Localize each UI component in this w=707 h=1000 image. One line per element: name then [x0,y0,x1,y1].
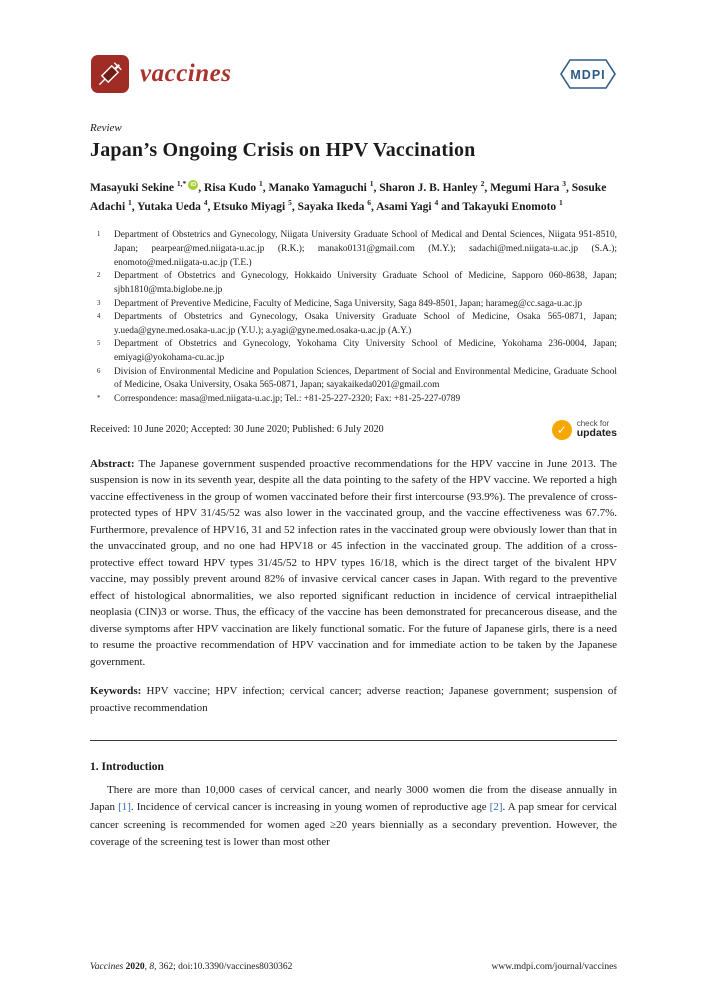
author-name: Sosuke Adachi $^1$ [90,181,607,214]
abstract [90,456,617,671]
journal-logo [90,54,231,94]
check-for-updates-badge[interactable] [552,420,617,440]
keywords-text: HPV vaccine; HPV infection; cervical cancer; adverse reaction; Japanese government; suspension of proactive recommendation [90,685,617,714]
section-divider [90,740,617,741]
affiliation-number: 1 [97,231,101,239]
author-separator: , [262,181,269,194]
author-name: Risa Kudo $^1$ [204,179,263,194]
author-name: Masayuki Sekine $^{1,*}$ [90,179,187,194]
history-dates: Received: 10 June 2020; Accepted: 30 June 2020; Published: 6 July 2020 [90,424,384,436]
affiliation-number: 5 [97,340,101,348]
journal-name: vaccines [140,60,232,87]
author-name: Asami Yagi $^4$ [376,198,439,214]
affiliation-item [97,311,617,338]
affiliation-number: 3 [97,299,101,307]
footer-citation-segment: , [144,962,150,972]
author-affiliation-sup: 6 [367,198,371,208]
abstract-label: Abstract: [90,457,135,470]
author-affiliation-sup: 1 [259,179,263,188]
citation-link[interactable]: [2] [489,801,503,814]
author-name: Yutaka Ueda $^4$ [137,198,208,214]
affiliation-text: Department of Obstetrics and Gynecology, Yokohama City University School of Medicine, Yokohama 236-0004, Japan; emiyagi@yokohama-cu.ac.jp [114,339,617,364]
affiliation-item [97,270,617,297]
svg-text:MDPI: MDPI [570,68,606,82]
author-name: Takayuki Enomoto $^1$ [462,198,563,214]
abstract-text: The Japanese government suspended proactive recommendations for the HPV vaccine in June 2013. The suspension is now in its seventh year, despite all the data pointing to the safety of the HPV vaccine. We reported a high vaccine effectiveness in the group of women vaccinated before their first intercourse (93.9%). The prevalence of cross-protected types of HPV 31/45/52 was also lower in the vaccinated group, and the vaccine effectiveness was 67.7%. Furthermore, prevalence of HPV16, 31 and 52 infection rates in the vaccinated group were obviously lower than that in the unvaccinated group, and no one had HPV18 or 45 infection in the vaccinated group. The addition of a cross-protective effect toward HPV types 31/45/52 to HPV types 16/18, which is the direct target of the bivalent HPV vaccine, may possibly prevent around 82% of invasive cervical cancer cases in Japan. With regard to the preventive effect of histological abnormalities, we also reported significant reduction in incidence of cervical intraepithelial neoplasia (CIN)3 or worse. Thus, the efficacy of the vaccine has been demonstrated for precancerous disease, and the diverse symptoms after HPV vaccination are likely functional somatic. For the future of Japanese girls, there is a need to resume the proactive recommendation of HPV vaccination and for immediate action to be taken by the Japanese government. [90,457,617,668]
paragraph-text: . A pap smear for cervical cancer screening is recommended for women aged ≥20 years biennially as a secondary prevention. However, the coverage of the screening test is lower than most other [90,801,617,848]
author-name: Etsuko Miyagi $^5$ [213,198,292,214]
author-affiliation-sup: 4 [434,198,439,208]
author-name: Sharon J. B. Hanley $^2$ [379,179,485,194]
footer-citation-segment: 2020 [123,962,145,972]
author-separator: , [207,201,214,214]
affiliation-item [97,338,617,365]
orcid-icon[interactable]: iD [188,180,198,190]
author-affiliation-sup: 1 [128,198,132,208]
paragraph-text: . Incidence of cervical cancer is increasing in young women of reproductive age [130,801,490,814]
footer-journal-url[interactable]: www.mdpi.com/journal/vaccines [491,962,617,972]
author-affiliation-sup: 1,* [176,179,187,188]
author-separator: , [484,181,491,194]
author-separator: , [291,201,298,214]
author-affiliation-sup: 1 [559,198,563,208]
footer-citation-segment: 8 [149,962,155,972]
vaccines-syringe-icon [90,54,130,94]
affiliation-item [97,366,617,393]
affiliation-number: * [97,394,101,402]
affiliation-text: Department of Obstetrics and Gynecology, Hokkaido University Graduate School of Medicine, Sapporo 060-8638, Japan; sjbh1810@mta.biglobe.ne.jp [114,271,617,295]
author-affiliation-sup: 4 [203,198,208,208]
dates-row [90,420,617,440]
check-icon: ✓ [552,420,572,440]
author-affiliation-sup: 1 [369,179,374,188]
check-for-updates-label: check for updates [576,418,617,440]
affiliation-item [97,393,617,407]
affiliation-item [97,229,617,270]
author-separator: , [131,201,138,214]
citation-link[interactable]: [1] [118,801,131,814]
footer-citation-segment: Vaccines [90,962,124,972]
masthead [90,52,617,96]
affiliation-number: 6 [97,367,101,375]
author-separator: and [438,201,463,214]
author-list [90,178,617,216]
author-name: Megumi Hara $^3$ [490,179,567,194]
keywords [90,683,617,716]
affiliation-item [97,298,617,312]
intro-paragraph [90,782,617,850]
affiliation-number: 4 [97,313,101,321]
author-name: Sayaka Ikeda $^6$ [297,198,371,214]
author-name: Manako Yamaguchi $^1$ [268,179,374,194]
affiliation-number: 2 [97,272,101,280]
keywords-label: Keywords: [90,685,142,698]
affiliation-list [90,229,617,406]
article-type: Review [90,122,122,134]
section-heading: 1. Introduction [90,761,164,774]
page-footer [90,962,617,972]
author-affiliation-sup: 5 [288,198,292,208]
author-separator: , [373,181,380,194]
author-affiliation-sup: 3 [562,179,567,188]
mdpi-logo [559,58,617,90]
author-separator: , [566,181,572,194]
affiliation-text: Department of Preventive Medicine, Faculty of Medicine, Saga University, Saga 849-8501, Japan; harameg@cc.saga-u.ac.jp [114,298,583,309]
author-separator: , [370,201,377,214]
article-title: Japan’s Ongoing Crisis on HPV Vaccination [90,139,476,161]
footer-citation-segment: , 362; doi:10.3390/vaccines8030362 [154,962,293,972]
author-separator: , [198,181,205,194]
affiliation-text: Department of Obstetrics and Gynecology, Niigata University Graduate School of Medical and Dental Sciences, Niigata 951-8510, Japan; pearpear@med.niigata-u.ac.jp (R.K.); manako0131@gmail.com (M.Y.); sadachi@med.niigata-u.ac.jp (S.A.); enomoto@med.niigata-u.ac.jp (T.E.) [114,230,617,268]
paragraph-text: There are more than 10,000 cases of cervical cancer, and nearly 3000 women die from the disease annually in Japan [90,784,617,814]
affiliation-text: Division of Environmental Medicine and Population Sciences, Department of Social and Environmental Medicine, Graduate School of Medicine, Osaka University, Osaka 565-0871, Japan; sayakaikeda0201@gmail.com [114,366,617,391]
affiliation-text: Departments of Obstetrics and Gynecology, Osaka University Graduate School of Medicine, Osaka 565-0871, Japan; y.ueda@gyne.med.osaka-u.ac.jp (Y.U.); a.yagi@gyne.med.osaka-u.ac.jp (A.Y.) [114,312,617,336]
footer-citation [90,962,292,972]
author-affiliation-sup: 2 [480,179,485,188]
affiliation-text: Correspondence: masa@med.niigata-u.ac.jp; Tel.: +81-25-227-2320; Fax: +81-25-227-0789 [114,393,461,404]
